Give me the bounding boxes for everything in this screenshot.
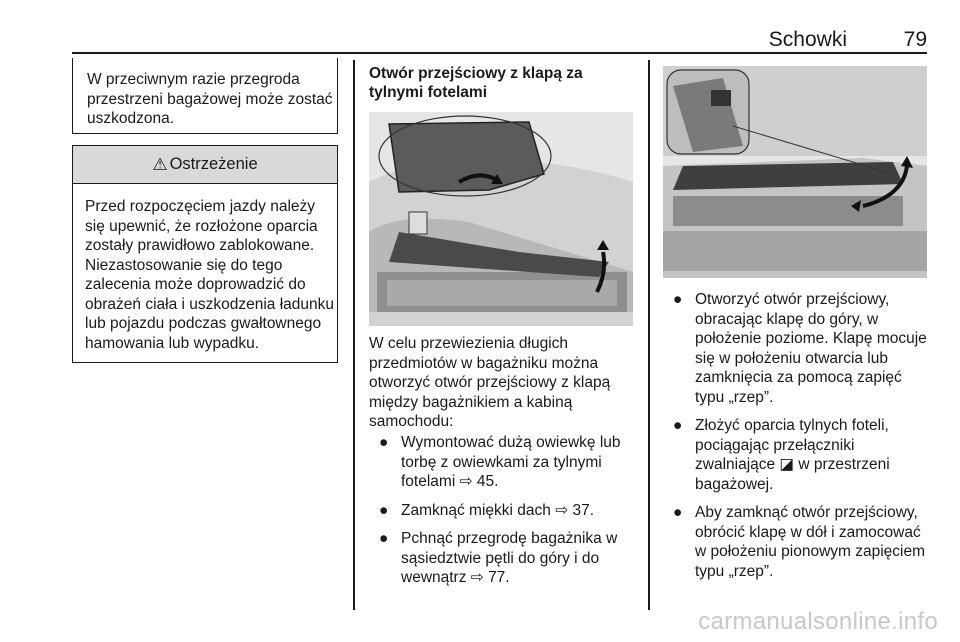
warning-text: Przed rozpoczęciem jazdy należy się upewnić, że rozłożone oparcia zostały prawidłowo zablokowane. Niezastosowanie się do tego zalecenia może doprowadzić do obrażeń ciała i uszkodzenia ładunku lub pojazdu podczas gwałtownego hamowania lub wypadku. [85,198,335,352]
warning-header [73,146,337,184]
right-bullet-list [667,290,929,590]
column-divider-right [648,60,650,610]
list-item: ● Złożyć oparcia tylnych foteli, pociągając przełączniki zwalniające ◪ w przestrzeni bagażowej. [673,417,890,493]
header-rule [72,52,927,54]
section-title: Schowki [768,28,847,51]
list-item: ● Wymontować dużą owiewkę lub torbę z owiewkami za tylnymi fotelami ⇨ 45. [379,434,621,490]
flap-closeup-illustration [663,66,927,278]
list-item: ● Otworzyć otwór przejściowy, obracając klapę do góry, w położenie poziome. Klapę mocuje się w położeniu otwarcia lub zamknięcia za pomocą zapięć typu „rzep”. [673,291,927,406]
middle-bullet-list [373,433,635,597]
warning-heading: Ostrzeżenie [169,155,258,173]
section-heading: Otwór przejściowy z klapą za tylnymi fotelami [369,65,583,101]
intro-paragraph: W celu przewiezienia długich przedmiotów w bagażniku można otworzyć otwór przejściowy z klapą między bagażnikiem a kabiną samochodu: [369,335,611,430]
page-header [72,28,927,52]
intro-text: W przeciwnym razie przegroda przestrzeni bagażowej może zostać uszkodzona. [87,71,333,127]
page-number: 79 [903,28,927,51]
column-divider-left [353,60,355,610]
trunk-flap-illustration [369,112,633,326]
list-item: ● Aby zamknąć otwór przejściowy, obrócić klapę w dół i zamocować w położeniu pionowym zapięciem typu „rzep”. [673,504,926,580]
list-item: ● Pchnąć przegrodę bagażnika w sąsiedztwie pętli do góry i do wewnątrz ⇨ 77. [379,530,618,586]
middle-column [369,64,635,102]
watermark[interactable]: carmanualsonline.info [698,608,938,635]
intro-note-box [72,58,338,134]
list-item: ● Zamknąć miękki dach ⇨ 37. [379,501,595,519]
warning-box [72,145,338,363]
warning-triangle-icon: ⚠ [152,154,168,174]
warning-body [73,184,337,353]
